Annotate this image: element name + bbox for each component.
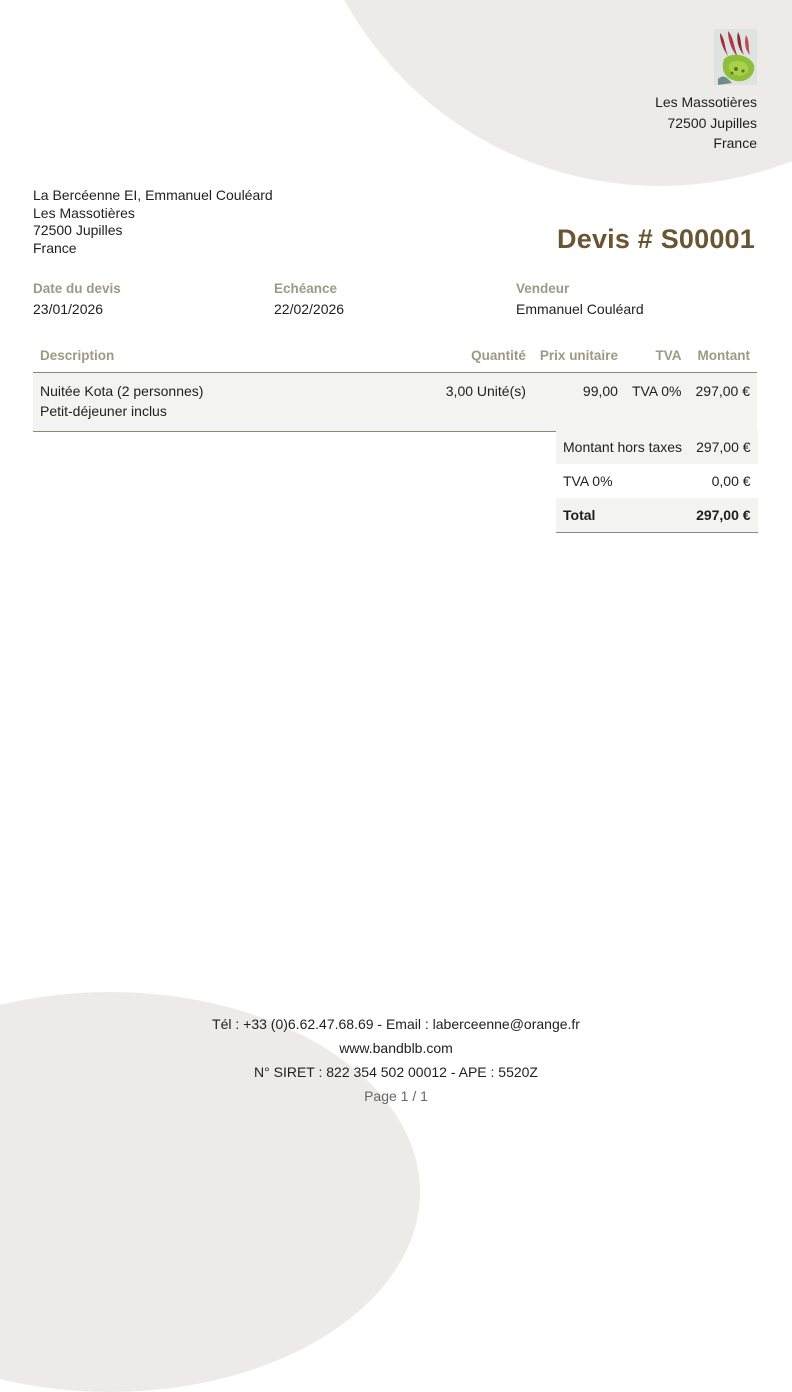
page-number: Page 1 / 1 bbox=[364, 1088, 428, 1104]
due-date-value: 22/02/2026 bbox=[274, 301, 345, 317]
document-title: Devis # S00001 bbox=[557, 224, 755, 254]
total-value: 297,00 € bbox=[689, 498, 758, 533]
tax-row bbox=[556, 464, 758, 498]
seller-block bbox=[516, 280, 644, 318]
total-label: Total bbox=[556, 498, 689, 533]
due-date-block bbox=[274, 280, 344, 318]
company-address bbox=[655, 92, 757, 154]
amount-header: Montant bbox=[689, 340, 758, 373]
customer-address-line: Les Massotières bbox=[33, 204, 135, 221]
tax-label: TVA 0% bbox=[563, 473, 613, 489]
line-quantity: 3,00 Unité(s) bbox=[439, 373, 533, 432]
line-amount: 297,00 € bbox=[689, 373, 758, 432]
line-unit-price: 99,00 bbox=[533, 373, 625, 432]
line-tax: TVA 0% bbox=[625, 373, 689, 432]
seller-label: Vendeur bbox=[516, 281, 570, 296]
subtotal-row bbox=[556, 430, 758, 464]
line-description bbox=[33, 373, 439, 432]
tax-header: TVA bbox=[625, 340, 689, 373]
description-header: Description bbox=[33, 340, 439, 373]
quote-date-block bbox=[33, 280, 121, 318]
seller-value: Emmanuel Couléard bbox=[516, 301, 644, 317]
subtotal-label: Montant hors taxes bbox=[556, 430, 689, 464]
quantity-header: Quantité bbox=[439, 340, 533, 373]
customer-address-line: 72500 Jupilles bbox=[33, 222, 123, 238]
company-logo-image bbox=[714, 29, 757, 85]
company-address-line: France bbox=[713, 135, 757, 151]
table-header-row bbox=[33, 340, 757, 373]
company-address-line: Les Massotières bbox=[655, 94, 757, 110]
unit-price-header: Prix unitaire bbox=[533, 340, 625, 373]
quote-date-value: 23/01/2026 bbox=[33, 301, 104, 317]
customer-address-line: France bbox=[33, 239, 77, 256]
order-lines-table bbox=[33, 340, 757, 432]
total-row bbox=[556, 498, 758, 533]
tax-value: 0,00 € bbox=[711, 473, 751, 489]
quote-date-label: Date du devis bbox=[33, 281, 121, 296]
totals-table bbox=[556, 430, 758, 533]
due-date-label: Echéance bbox=[274, 281, 338, 296]
footer-contact: Tél : +33 (0)6.62.47.68.69 - Email : laberceenne@orange.fr bbox=[212, 1016, 580, 1032]
footer-website: www.bandblb.com bbox=[339, 1040, 453, 1056]
company-address-line: 72500 Jupilles bbox=[667, 114, 757, 131]
subtotal-value: 297,00 € bbox=[689, 430, 758, 464]
footer-legal: N° SIRET : 822 354 502 00012 - APE : 5520Z bbox=[254, 1064, 538, 1080]
line-description-note: Petit-déjeuner inclus bbox=[40, 403, 167, 419]
customer-address bbox=[33, 187, 273, 257]
page-footer bbox=[0, 1012, 792, 1108]
customer-address-line: La Bercéenne EI, Emmanuel Couléard bbox=[33, 187, 273, 203]
table-row bbox=[33, 373, 757, 432]
line-description-title: Nuitée Kota (2 personnes) bbox=[40, 383, 204, 399]
